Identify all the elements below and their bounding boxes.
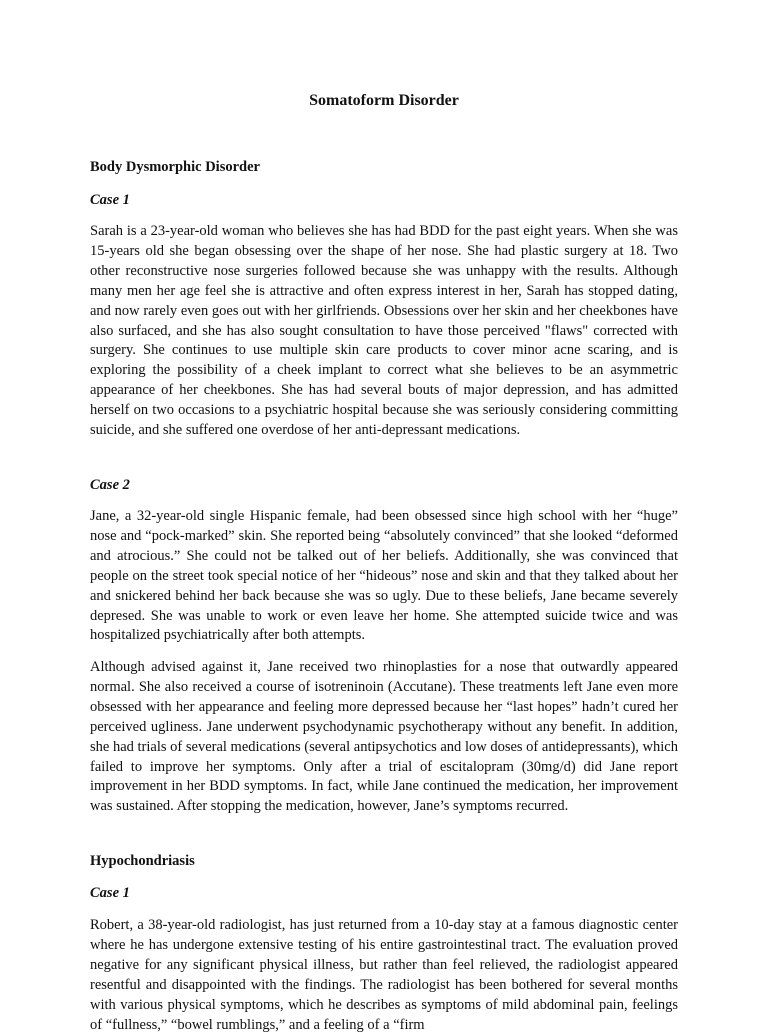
- case-label-bdd-1: Case 1: [90, 192, 130, 208]
- paragraph-hypo-case1: Robert, a 38-year-old radiologist, has just returned from a 10-day stay at a famous diagnostic center where he has undergone extensive testing of his entire gastrointestinal tract. The evaluation proved negative for any significant physical illness, but rather than feel relieved, the radiologist appeared resentful and disappointed with the findings. The radiologist has been bothered for several months with various physical symptoms, which he describes as symptoms of mild abdominal pain, feelings of “fullness,” “bowel rumblings,” and a feeling of a “firm: [90, 917, 678, 1033]
- case-label-hypo-1: Case 1: [90, 885, 130, 901]
- paragraph-bdd-case1: Sarah is a 23-year-old woman who believes she has had BDD for the past eight years. When she was 15-years old she began obsessing over the shape of her nose. She had plastic surgery at 18. Two other reconstructive nose surgeries followed because she was unhappy with the results. Although many men her age feel she is attractive and often express interest in her, Sarah has stopped dating, and now rarely even goes out with her girlfriends. Obsessions over her skin and her cheekbones have also surfaced, and she has also sought consultation to have those perceived "flaws" corrected with surgery. She continues to use multiple skin care products to cover minor acne scaring, and is exploring the possibility of a cheek implant to correct what she believes to be an asymmetric appearance of her cheekbones. She has had several bouts of major depression, and has admitted herself on two occasions to a psychiatric hospital because she was seriously considering committing suicide, and she suffered one overdose of her anti-depressant medications.: [90, 223, 678, 439]
- document-page: [90, 0, 678, 1033]
- case-label-bdd-2: Case 2: [90, 477, 130, 493]
- section-heading-bdd: Body Dysmorphic Disorder: [90, 159, 260, 175]
- section-heading-hypochondriasis: Hypochondriasis: [90, 853, 195, 869]
- paragraph-bdd-case2-1: Jane, a 32-year-old single Hispanic female, had been obsessed since high school with her “huge” nose and “pock-marked” skin. She reported being “absolutely convinced” that she looked “deformed and atrocious.” She could not be talked out of her beliefs. Additionally, she was convinced that people on the street took special notice of her “hideous” nose and skin and that they talked about her and snickered behind her back because she was so ugly. Due to these beliefs, Jane became severely depresed. She was unable to work or even leave her home. She attempted suicide twice and was hospitalized psychiatrically after both attempts.: [90, 508, 678, 644]
- paragraph-bdd-case2-2: Although advised against it, Jane received two rhinoplasties for a nose that outwardly appeared normal. She also received a course of isotreninoin (Accutane). These treatments left Jane even more obsessed with her appearance and feeling more depressed because her “last hopes” hadn’t cured her perceived ugliness. Jane underwent psychodynamic psychotherapy without any benefit. In addition, she had trials of several medications (several antipsychotics and low doses of antidepressants), which failed to improve her symptoms. Only after a trial of escitalopram (30mg/d) did Jane report improvement in her BDD symptoms. In fact, while Jane continued the medication, her improvement was sustained. After stopping the medication, however, Jane’s symptoms recurred.: [90, 659, 678, 815]
- page-title: Somatoform Disorder: [309, 92, 459, 109]
